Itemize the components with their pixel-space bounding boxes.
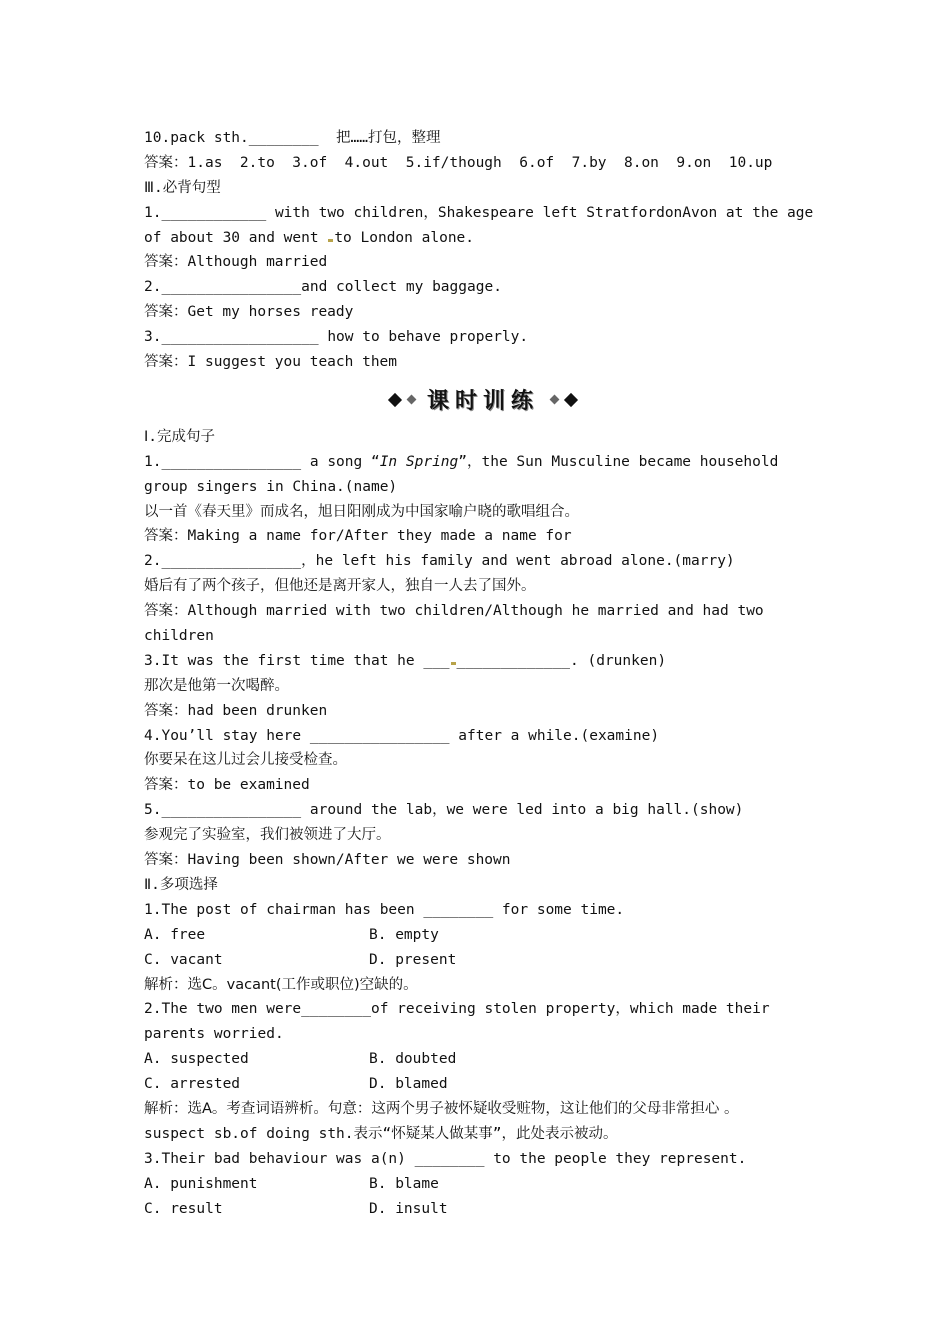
diamond-icon [564, 393, 578, 407]
text-fragment: of about 30 and went [144, 229, 328, 246]
mc-question-3: 3.Their bad behaviour was a(n) ________ to the people they represent. [144, 1150, 747, 1167]
mc-question-1: 1.The post of chairman has been ________ for some time. [144, 901, 625, 918]
option-a: A. punishment [144, 1175, 258, 1192]
sentence-item-3: 3.__________________ how to behave properly. [144, 329, 529, 346]
chinese-translation: 以一首《春天里》而成名，旭日阳刚成为中国家喻户晓的歌唱组合。 [144, 503, 579, 520]
mc-question-2-cont: parents worried. [144, 1026, 284, 1043]
option-c: C. arrested [144, 1076, 241, 1093]
question-1-cont: group singers in China.(name) [144, 478, 398, 495]
option-b: B. blame [369, 1175, 439, 1192]
diamond-icon [550, 395, 560, 405]
explanation: 解析：选A。考查词语辨析。句意：这两个男子被怀疑收受赃物，这让他们的父母非常担心 。 [144, 1100, 739, 1117]
options-row [144, 1197, 824, 1222]
options-row [144, 1047, 824, 1072]
option-a: A. suspected [144, 1051, 249, 1068]
section-heading: Ⅰ.完成句子 [144, 428, 216, 445]
answer-line-cont: children [144, 628, 214, 645]
mc-question-2: 2.The two men were________of receiving stolen property，which made their [144, 1001, 770, 1018]
diamond-icon [388, 393, 402, 407]
text-fragment: 1.________________ a song “ [144, 453, 380, 470]
chinese-translation: 你要呆在这儿过会儿接受检查。 [144, 752, 347, 769]
diamond-icon [407, 395, 417, 405]
answer-line: 答案：Making a name for/After they made a name for [144, 528, 572, 545]
option-d: D. present [369, 951, 457, 968]
section-heading: Ⅱ.多项选择 [144, 876, 218, 893]
answer-line: 答案：Although married with two children/Although he married and had two [144, 603, 764, 620]
text-fragment: to London alone. [334, 229, 475, 246]
explanation-cont: suspect sb.of doing sth.表示“怀疑某人做某事”，此处表示被动。 [144, 1125, 618, 1142]
question-1 [144, 450, 824, 475]
options-row [144, 923, 824, 948]
document-body [144, 126, 824, 1221]
answer-line: 答案：Having been shown/After we were shown [144, 852, 511, 869]
section-heading: Ⅲ.必背句型 [144, 179, 221, 196]
options-row [144, 948, 824, 973]
sentence-item-2: 2.________________and collect my baggage. [144, 279, 502, 296]
answer-line: 答案：Get my horses ready [144, 304, 354, 321]
options-row [144, 1072, 824, 1097]
answer-line: 答案：Although married [144, 254, 328, 271]
chinese-translation: 参观完了实验室，我们被领进了大厅。 [144, 827, 391, 844]
option-d: D. insult [369, 1200, 448, 1217]
song-title: In Spring [379, 453, 459, 470]
text-fragment: 3.It was the first time that he ___ [144, 652, 450, 669]
option-d: D. blamed [369, 1076, 448, 1093]
question-4: 4.You’ll stay here ________________ after a while.(examine) [144, 727, 660, 744]
edit-mark [328, 239, 333, 242]
answer-line: 答案：to be examined [144, 777, 310, 794]
text-fragment: ”，the Sun Musculine became household [458, 453, 779, 470]
explanation: 解析：选C。vacant(工作或职位)空缺的。 [144, 976, 418, 993]
sentence-item-1-cont [144, 226, 824, 251]
chinese-translation: 那次是他第一次喝醉。 [144, 677, 289, 694]
options-row [144, 1172, 824, 1197]
sentence-item-1: 1.____________ with two children，Shakespeare left StratfordonAvon at the age [144, 204, 814, 221]
question-3 [144, 649, 824, 674]
edit-mark [451, 662, 456, 665]
answer-line: 答案：had been drunken [144, 702, 328, 719]
answer-line: 答案：I suggest you teach them [144, 354, 398, 371]
banner-title: 课时训练 [426, 389, 539, 415]
answer-line: 答案：1.as 2.to 3.of 4.out 5.if/though 6.of 7.by 8.on 9.on 10.up [144, 154, 773, 171]
option-b: B. empty [369, 926, 439, 943]
option-c: C. vacant [144, 951, 223, 968]
section-banner [142, 375, 824, 425]
text-fragment: _____________. (drunken) [456, 652, 667, 669]
vocab-item-10: 10.pack sth.________ 把……打包，整理 [144, 130, 441, 146]
option-c: C. result [144, 1200, 223, 1217]
question-5: 5.________________ around the lab，we were led into a big hall.(show) [144, 802, 744, 819]
option-b: B. doubted [369, 1051, 457, 1068]
question-2: 2.________________，he left his family and went abroad alone.(marry) [144, 553, 735, 570]
option-a: A. free [144, 926, 206, 943]
chinese-translation: 婚后有了两个孩子，但他还是离开家人，独自一人去了国外。 [144, 578, 536, 595]
